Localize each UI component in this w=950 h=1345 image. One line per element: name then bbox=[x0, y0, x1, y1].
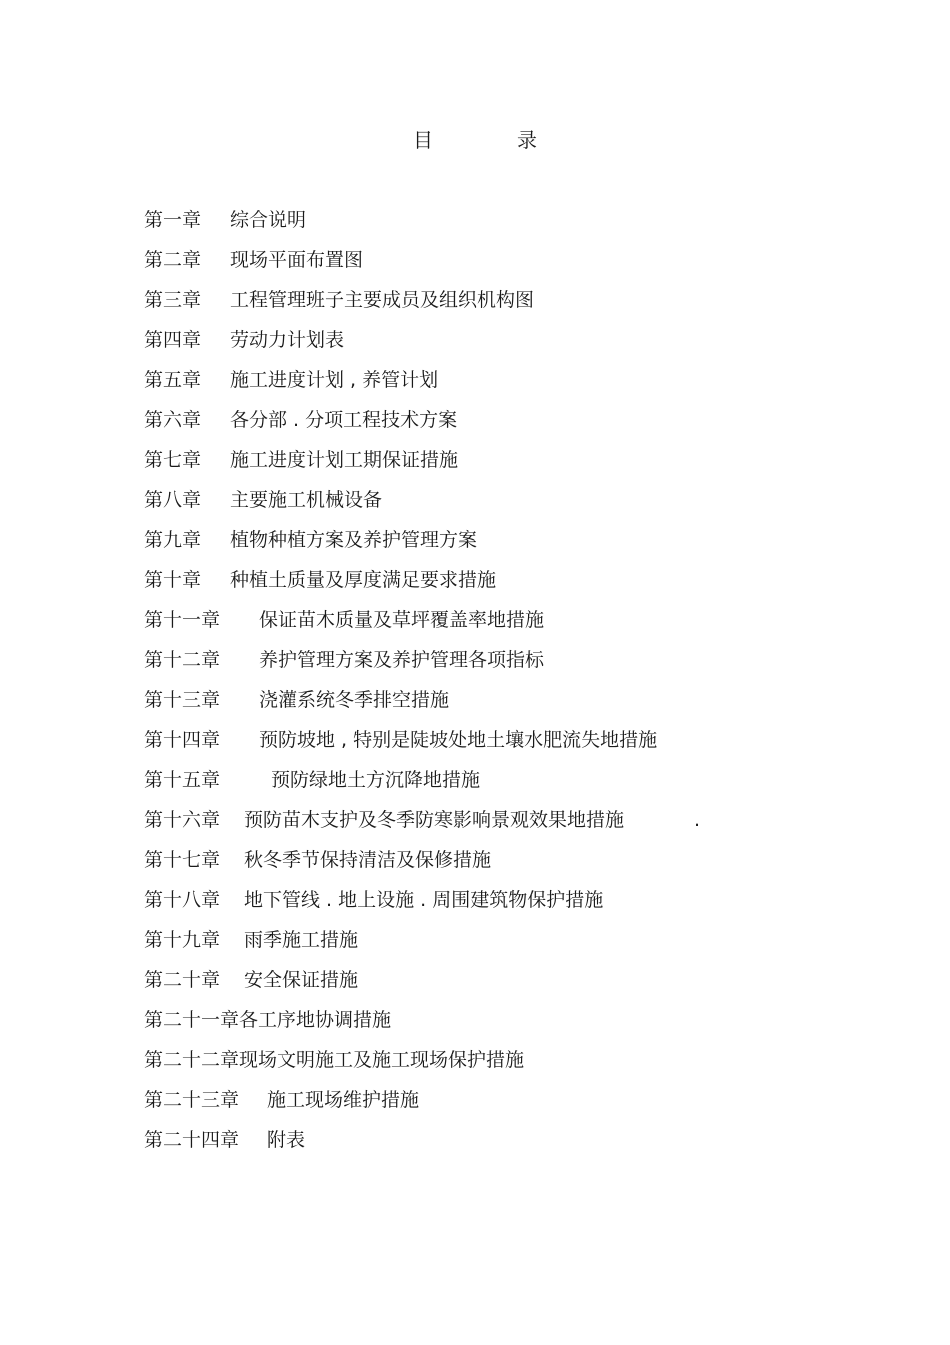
toc-chapter-title: 预防绿地土方沉降地措施 bbox=[271, 769, 481, 791]
toc-item bbox=[144, 606, 700, 646]
toc-chapter-title: 保证苗木质量及草坪覆盖率地措施 bbox=[259, 609, 545, 631]
toc-chapter-title: 施工进度计划工期保证措施 bbox=[230, 449, 459, 471]
toc-chapter-title: 养护管理方案及养护管理各项指标 bbox=[259, 649, 545, 671]
toc-item bbox=[144, 1126, 700, 1166]
toc-item bbox=[144, 1046, 700, 1086]
toc-chapter-title: 综合说明 bbox=[230, 209, 307, 231]
toc-chapter-title: 劳动力计划表 bbox=[230, 329, 345, 351]
toc-item bbox=[144, 846, 700, 886]
toc-chapter-title: 施工现场维护措施 bbox=[267, 1089, 420, 1111]
toc-chapter-number: 第十一章 bbox=[144, 609, 221, 631]
toc-item bbox=[144, 486, 700, 526]
toc-chapter-title: 现场文明施工及施工现场保护措施 bbox=[239, 1049, 525, 1071]
toc-item bbox=[144, 966, 700, 1006]
toc-chapter-title: 种植土质量及厚度满足要求措施 bbox=[230, 569, 497, 591]
toc-chapter-title: 雨季施工措施 bbox=[244, 929, 359, 951]
toc-chapter-number: 第九章 bbox=[144, 529, 202, 551]
toc-chapter-number: 第二十二章 bbox=[144, 1049, 240, 1071]
toc-item bbox=[144, 806, 700, 846]
toc-chapter-title: 工程管理班子主要成员及组织机构图 bbox=[230, 289, 535, 311]
toc-chapter-number: 第十六章 bbox=[144, 809, 221, 831]
toc-chapter-number: 第六章 bbox=[144, 409, 202, 431]
toc-chapter-number: 第十五章 bbox=[144, 769, 221, 791]
toc-chapter-number: 第二十一章 bbox=[144, 1009, 240, 1031]
toc-chapter-number: 第十三章 bbox=[144, 689, 221, 711]
toc-item bbox=[144, 286, 700, 326]
toc-item bbox=[144, 206, 700, 246]
toc-item bbox=[144, 726, 700, 766]
toc-chapter-number: 第二十章 bbox=[144, 969, 221, 991]
toc-chapter-number: 第七章 bbox=[144, 449, 202, 471]
toc-chapter-number: 第二十四章 bbox=[144, 1129, 240, 1151]
toc-chapter-title: 安全保证措施 bbox=[244, 969, 359, 991]
toc-item bbox=[144, 246, 700, 286]
toc-chapter-number: 第二章 bbox=[144, 249, 202, 271]
toc-chapter-number: 第八章 bbox=[144, 489, 202, 511]
toc-item bbox=[144, 1086, 700, 1126]
toc-chapter-title: 预防苗木支护及冬季防寒影响景观效果地措施 bbox=[244, 809, 625, 831]
toc-chapter-title: 秋冬季节保持清洁及保修措施 bbox=[244, 849, 492, 871]
toc-chapter-number: 第十章 bbox=[144, 569, 202, 591]
toc-chapter-number: 第十八章 bbox=[144, 889, 221, 911]
toc-chapter-title: 植物种植方案及养护管理方案 bbox=[230, 529, 478, 551]
toc-chapter-number: 第四章 bbox=[144, 329, 202, 351]
toc-item bbox=[144, 1006, 700, 1046]
toc-chapter-number: 第二十三章 bbox=[144, 1089, 240, 1111]
toc-item bbox=[144, 406, 700, 446]
toc-chapter-number: 第三章 bbox=[144, 289, 202, 311]
toc-chapter-number: 第十四章 bbox=[144, 729, 221, 751]
toc-trailing-dot: . bbox=[694, 809, 701, 831]
toc-chapter-number: 第十二章 bbox=[144, 649, 221, 671]
toc-item bbox=[144, 886, 700, 926]
toc-item bbox=[144, 446, 700, 486]
toc-chapter-title: 地下管线 . 地上设施 . 周围建筑物保护措施 bbox=[244, 889, 604, 911]
toc-chapter-title: 各分部 . 分项工程技术方案 bbox=[230, 409, 458, 431]
toc-chapter-title: 施工进度计划 , 养管计划 bbox=[230, 369, 439, 391]
toc-item bbox=[144, 926, 700, 966]
toc-chapter-title: 附表 bbox=[267, 1129, 306, 1151]
toc-item bbox=[144, 526, 700, 566]
toc-chapter-number: 第五章 bbox=[144, 369, 202, 391]
toc-item bbox=[144, 366, 700, 406]
toc-item bbox=[144, 646, 700, 686]
toc-item bbox=[144, 566, 700, 606]
page-title: 目 录 bbox=[413, 128, 569, 152]
toc-chapter-title: 浇灌系统冬季排空措施 bbox=[259, 689, 450, 711]
toc-chapter-number: 第十七章 bbox=[144, 849, 221, 871]
toc-item bbox=[144, 686, 700, 726]
table-of-contents bbox=[144, 206, 700, 1166]
toc-chapter-title: 各工序地协调措施 bbox=[239, 1009, 392, 1031]
toc-item bbox=[144, 766, 700, 806]
toc-chapter-title: 预防坡地 , 特别是陡坡处地土壤水肥流失地措施 bbox=[259, 729, 658, 751]
toc-chapter-title: 现场平面布置图 bbox=[230, 249, 364, 271]
toc-chapter-title: 主要施工机械设备 bbox=[230, 489, 383, 511]
toc-chapter-number: 第一章 bbox=[144, 209, 202, 231]
toc-chapter-number: 第十九章 bbox=[144, 929, 221, 951]
toc-item bbox=[144, 326, 700, 366]
